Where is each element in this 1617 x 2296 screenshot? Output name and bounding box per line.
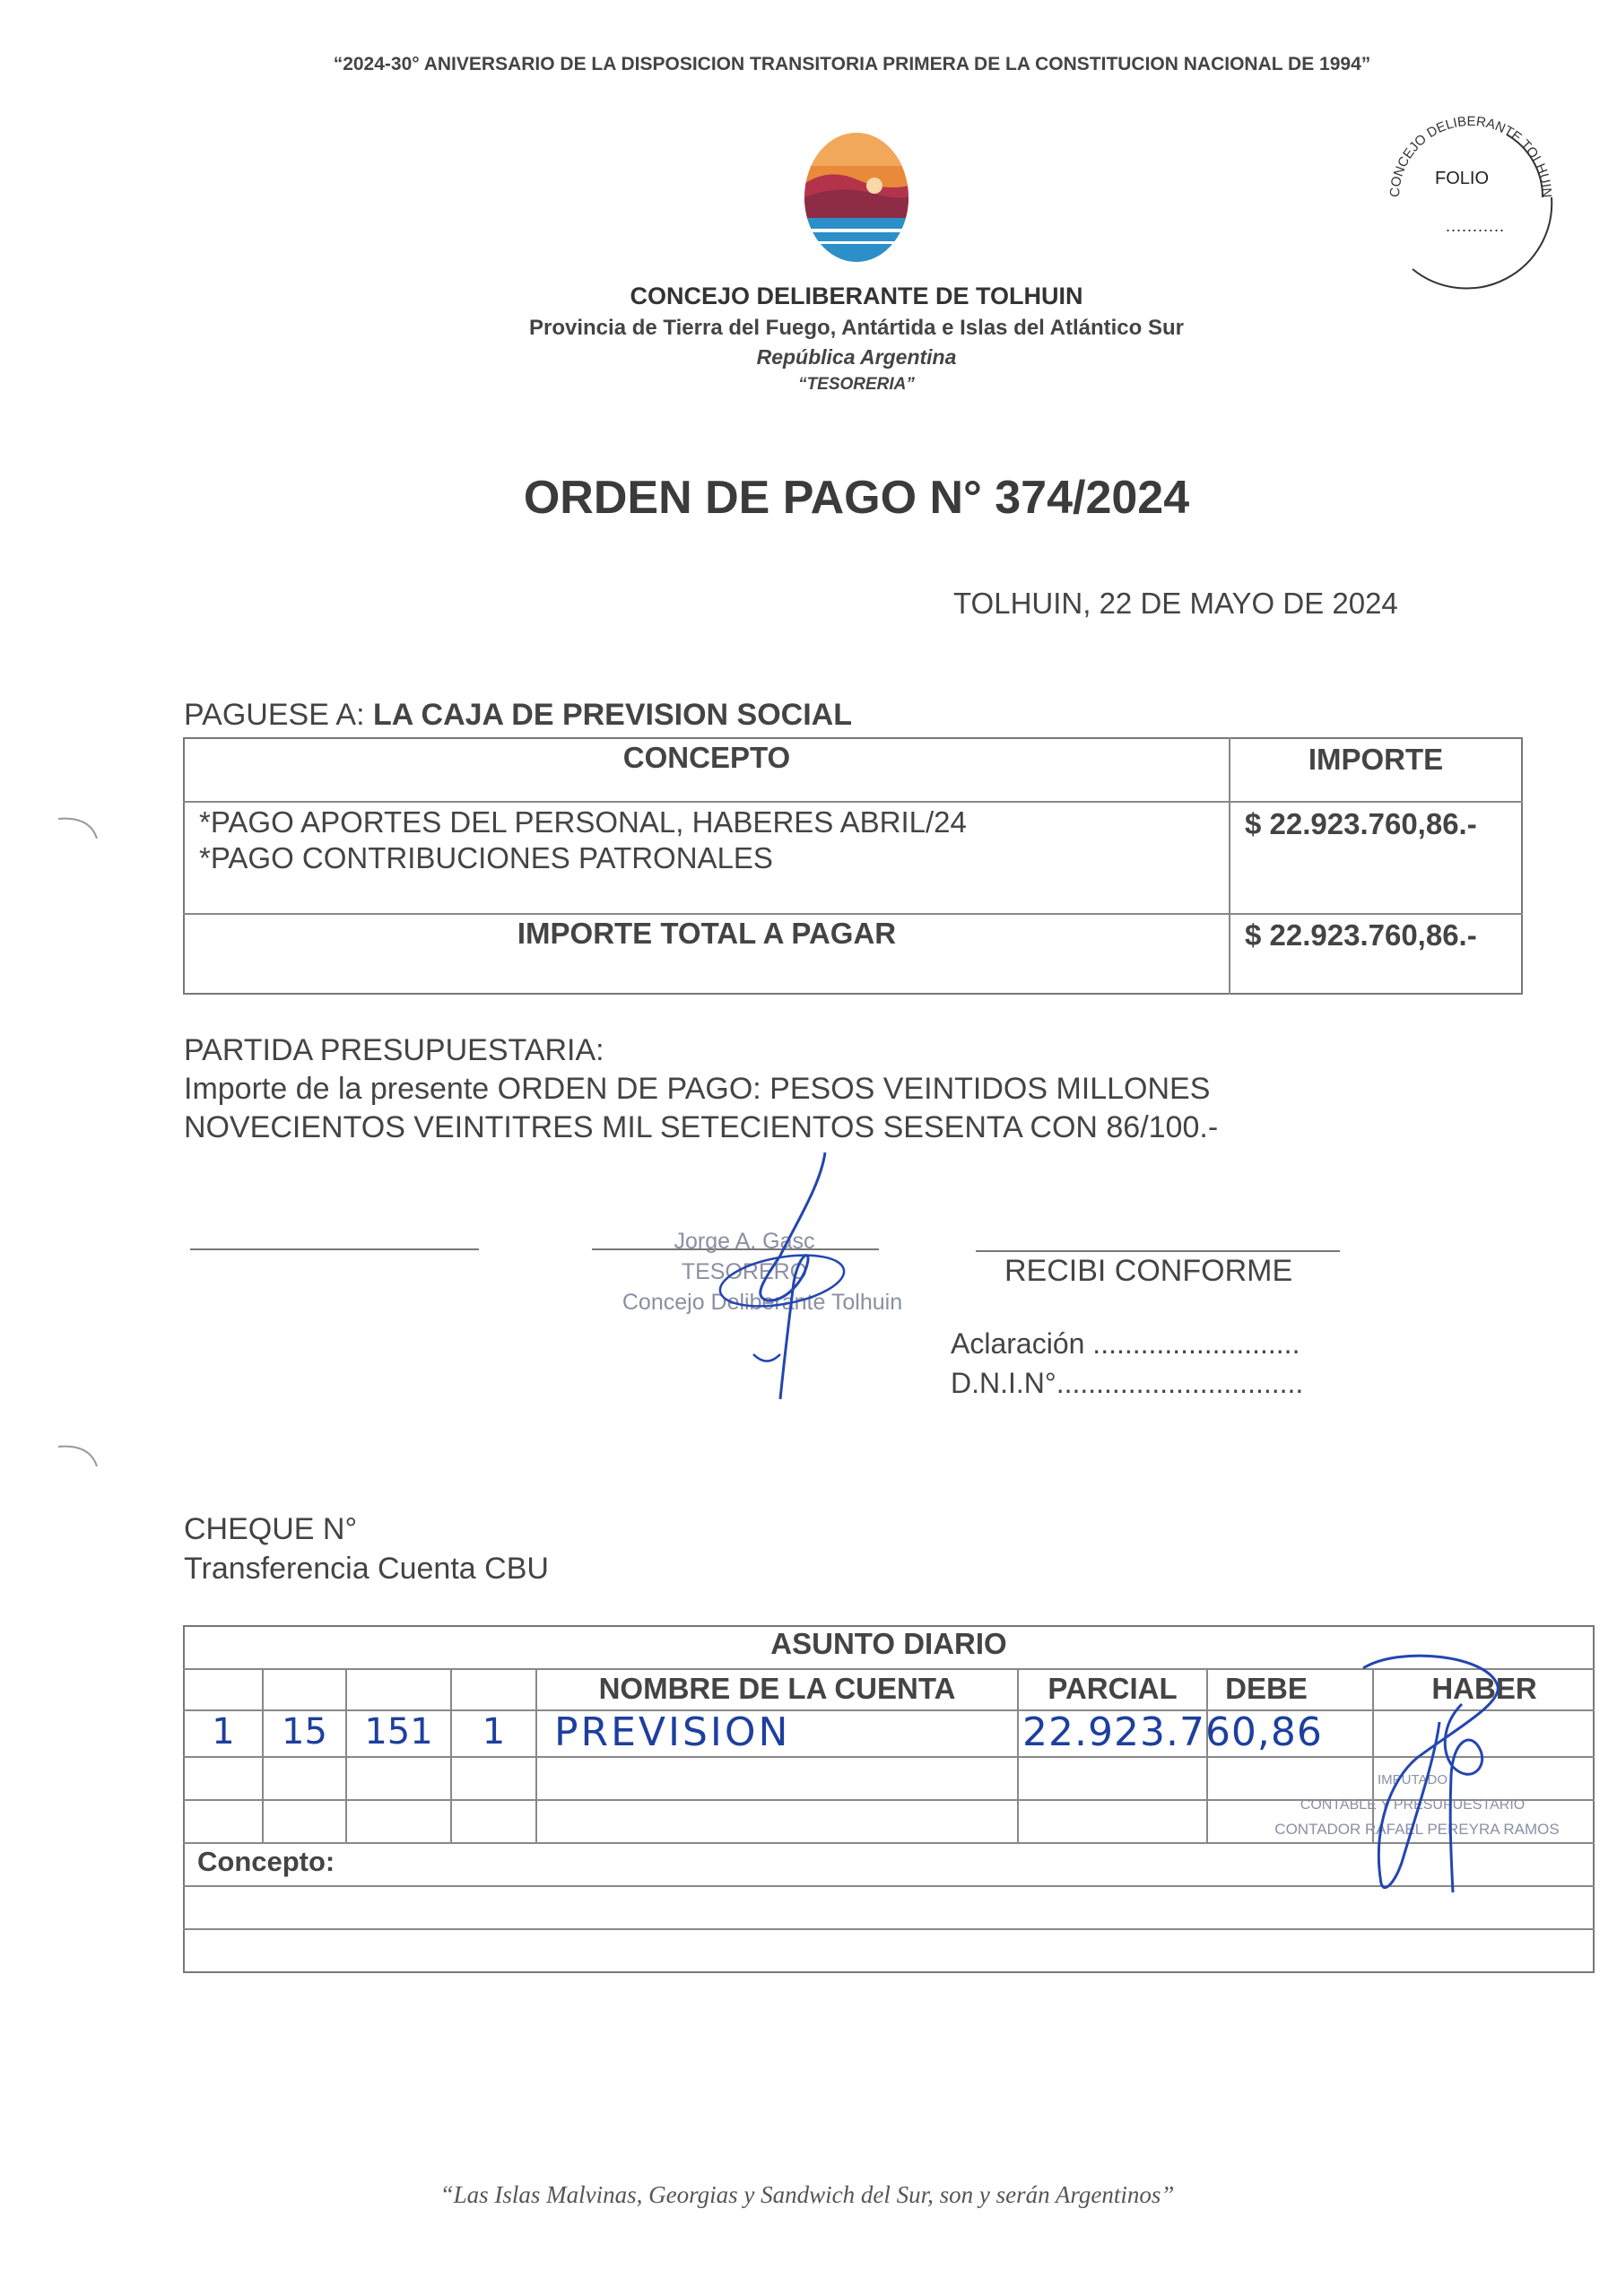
country-line: República Argentina <box>756 345 957 369</box>
folio-label: FOLIO <box>1435 169 1490 188</box>
treasurer-title: TESORERO <box>681 1259 808 1284</box>
total-label: IMPORTE TOTAL A PAGAR <box>517 917 897 950</box>
col-debit: DEBE <box>1225 1672 1308 1705</box>
punch-hole-mark-top <box>54 812 108 848</box>
journal-title: ASUNTO DIARIO <box>770 1627 1007 1660</box>
institution-name: CONCEJO DELIBERANTE DE TOLHUIN <box>630 283 1083 309</box>
journal-concept-label: Concepto: <box>197 1846 335 1877</box>
payee-name: LA CAJA DE PREVISION SOCIAL <box>373 698 853 732</box>
treasurer-name: Jorge A. Gasc <box>674 1229 815 1254</box>
accountant-signature <box>1345 1650 1552 1901</box>
department-line: “TESORERIA” <box>798 375 915 394</box>
folio-dots: ........... <box>1446 217 1506 235</box>
col-account-name: NOMBRE DE LA CUENTA <box>598 1672 956 1705</box>
treasurer-signature <box>700 1148 861 1408</box>
payee-line <box>184 698 852 733</box>
institution-logo <box>798 130 915 265</box>
col-partial: PARCIAL <box>1048 1672 1178 1705</box>
folio-arc-text: CONCEJO DELIBERANTE TOLHUIN <box>1387 113 1555 198</box>
total-amount: $ 22.923.760,86.- <box>1245 918 1477 952</box>
dni-field: D.N.I.N°............................... <box>951 1367 1304 1399</box>
col-concept-header: CONCEPTO <box>622 741 791 774</box>
journal-account-name: PREVISION <box>554 1709 791 1755</box>
place-date: TOLHUIN, 22 DE MAYO DE 2024 <box>953 587 1398 620</box>
budget-words-2: NOVECIENTOS VEINTITRES MIL SETECIENTOS SESENTA CON 86/100.- <box>184 1110 1219 1144</box>
journal-code-2: 15 <box>282 1711 327 1752</box>
concept-line-2: *PAGO CONTRIBUCIONES PATRONALES <box>199 841 773 874</box>
accountant-stamp-line2: CONTABLE Y PRESUPUESTARIO <box>1300 1797 1526 1813</box>
province-line: Provincia de Tierra del Fuego, Antártida e Islas del Atlántico Sur <box>529 316 1184 340</box>
journal-partial-amount: 22.923.760,86 <box>1022 1709 1323 1755</box>
anniversary-line: “2024-30° ANIVERSARIO DE LA DISPOSICION TRANSITORIA PRIMERA DE LA CONSTITUCION NACIONAL DE 1994” <box>333 54 1371 74</box>
journal-code-1: 1 <box>212 1711 235 1752</box>
folio-stamp <box>1372 99 1569 296</box>
punch-hole-mark-bottom <box>54 1439 108 1475</box>
journal-code-3: 151 <box>364 1711 433 1752</box>
journal-code-4: 1 <box>482 1711 506 1752</box>
received-label: RECIBI CONFORME <box>1004 1254 1293 1288</box>
budget-label: PARTIDA PRESUPUESTARIA: <box>184 1033 604 1067</box>
footer-motto: “Las Islas Malvinas, Georgias y Sandwich del Sur, son y serán Argentinos” <box>439 2181 1175 2208</box>
concept-amount: $ 22.923.760,86.- <box>1245 807 1477 840</box>
signature-line-left <box>190 1248 479 1250</box>
concept-line-1: *PAGO APORTES DEL PERSONAL, HABERES ABRIL/24 <box>199 805 967 839</box>
page-title: ORDEN DE PAGO N° 374/2024 <box>523 472 1190 524</box>
clarification-field: Aclaración .......................... <box>951 1327 1300 1360</box>
signature-line-received <box>976 1250 1340 1252</box>
transfer-label: Transferencia Cuenta CBU <box>184 1552 549 1586</box>
cheque-label: CHEQUE N° <box>184 1512 358 1546</box>
accountant-stamp-line3: CONTADOR RAFAEL PEREYRA RAMOS <box>1274 1821 1560 1838</box>
treasurer-org: Concejo Deliberante Tolhuin <box>622 1290 903 1315</box>
accountant-stamp-line1: IMPUTADO <box>1377 1772 1448 1787</box>
col-amount-header: IMPORTE <box>1308 743 1444 776</box>
payee-label: PAGUESE A: <box>184 698 365 732</box>
col-credit: HABER <box>1431 1672 1537 1705</box>
budget-words-1: Importe de la presente ORDEN DE PAGO: PESOS VEINTIDOS MILLONES <box>184 1072 1211 1106</box>
